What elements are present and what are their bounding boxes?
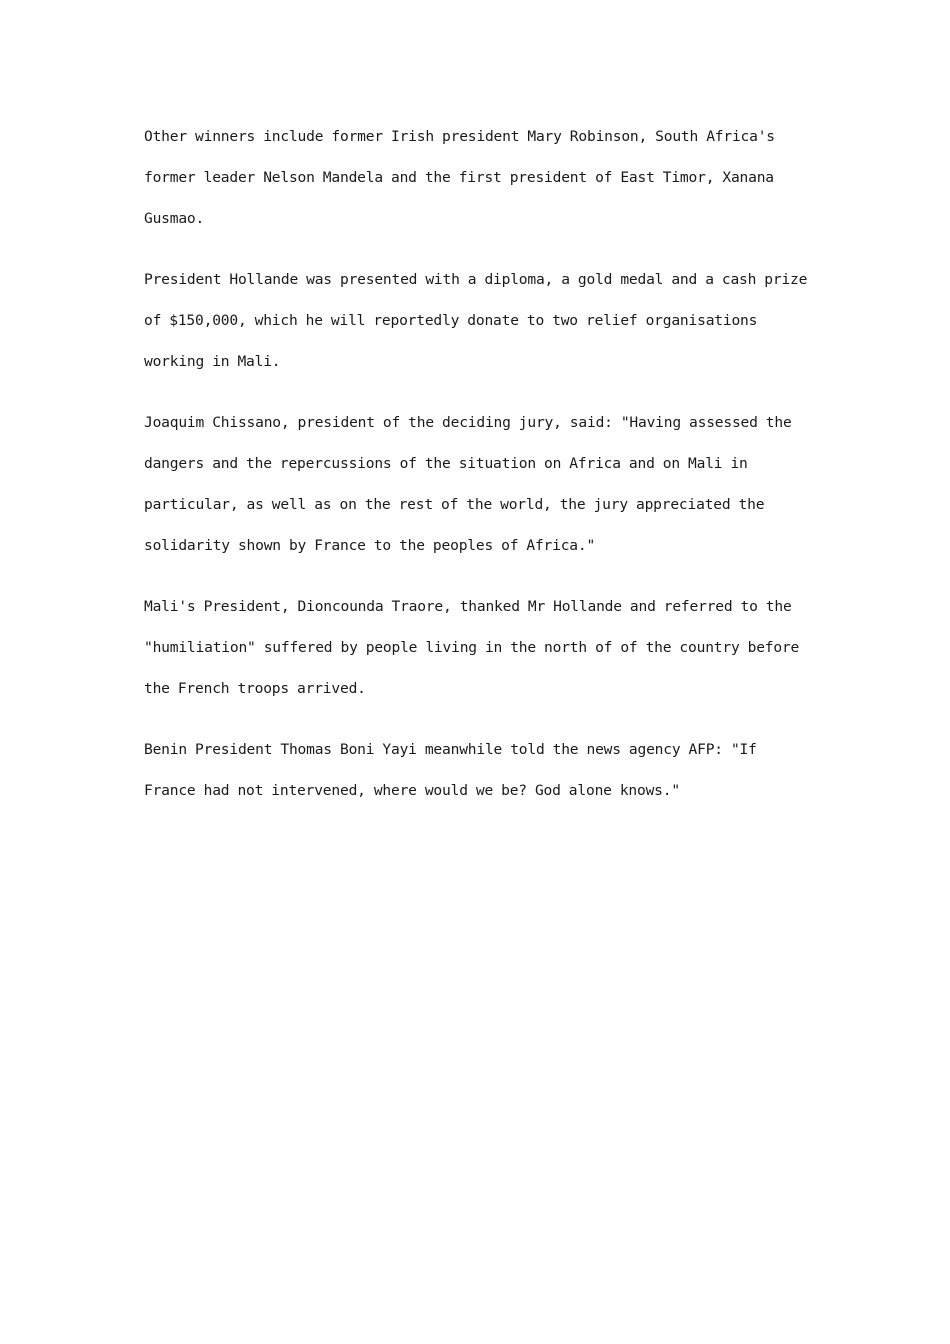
paragraph-boni-yayi-quote: Benin President Thomas Boni Yayi meanwhile told the news agency AFP: "If France had not intervened, where would we be? God alone knows." [144,741,757,799]
paragraph-hollande-prize: President Hollande was presented with a diploma, a gold medal and a cash prize of $150,000, which he will reportedly donate to two relief organisations working in Mali. [144,271,808,370]
paragraph-traore-quote: Mali's President, Dioncounda Traore, thanked Mr Hollande and referred to the "humiliation" suffered by people living in the north of of the country before the French troops arrived. [144,598,800,697]
paragraph-other-winners: Other winners include former Irish president Mary Robinson, South Africa's former leader Nelson Mandela and the first president of East Timor, Xanana Gusmao. [144,128,775,227]
document-body [144,116,809,831]
paragraph-chissano-quote: Joaquim Chissano, president of the deciding jury, said: "Having assessed the dangers and the repercussions of the situation on Africa and on Mali in particular, as well as on the rest of the world, the jury appreciated the solidarity shown by France to the peoples of Africa." [144,414,792,554]
